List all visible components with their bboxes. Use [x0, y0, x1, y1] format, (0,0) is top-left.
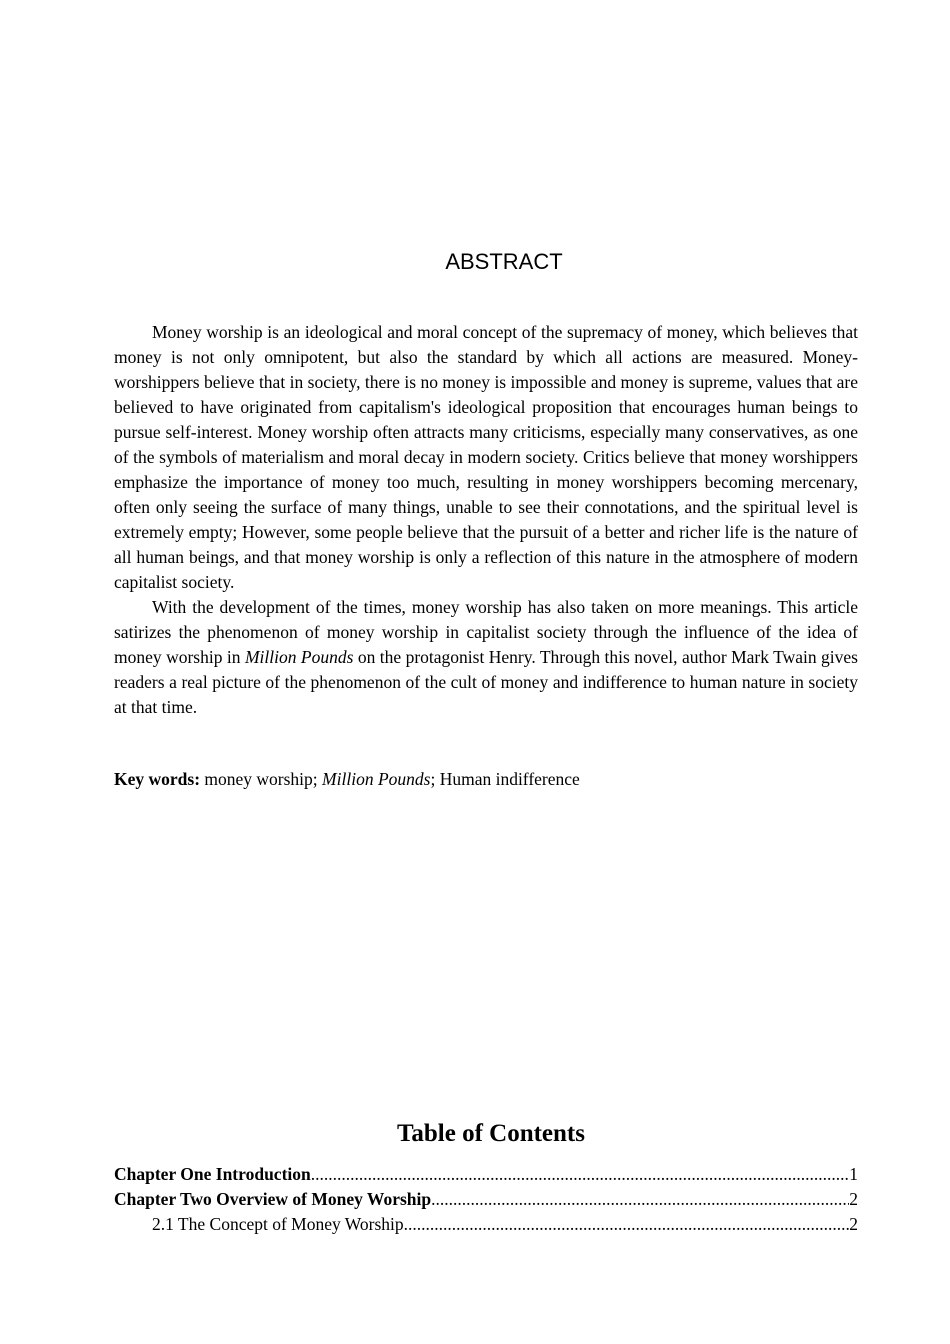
toc-entry-page: 1 [849, 1164, 858, 1184]
toc-entry-label: Chapter Two Overview of Money Worship [114, 1189, 432, 1209]
abstract-heading: ABSTRACT [445, 249, 563, 274]
toc-entry-page: 2 [849, 1214, 858, 1234]
abstract-paragraph-1: Money worship is an ideological and moral concept of the supremacy of money, which believes that money is not only omnipotent, but also the standard by which all actions are measured. Money-worshippers believe that in society, there is no money is impossible and money is supreme, values that are believed to have originated from capitalism's ideological proposition that encourages human beings to pursue self-interest. Money worship often attracts many criticisms, especially many conservatives, as one of the symbols of materialism and moral decay in modern society. Critics believe that money worshippers emphasize the importance of money too much, resulting in money worshippers becoming mercenary, often only seeing the surface of many things, unable to see their connotations, and the spiritual level is extremely empty; However, some people believe that the pursuit of a better and richer life is the nature of all human beings, and that money worship is only a reflection of this nature in the atmosphere of modern capitalist society. [114, 322, 858, 592]
toc-entry[interactable] [114, 1212, 858, 1237]
toc-entry-label: 2.1 The Concept of Money Worship [152, 1214, 404, 1234]
keywords-line [114, 767, 858, 792]
keywords-text-b: ; Human indifference [430, 769, 580, 789]
keywords-text-a: money worship; [200, 769, 323, 789]
abstract-p2-book-title: Million Pounds [244, 647, 354, 667]
keywords-label: Key words: [114, 769, 201, 789]
toc-entry[interactable] [114, 1162, 858, 1187]
abstract-p2-text-a: With the development of the times, money worship has also taken on more meanings. This article satirizes the phenomenon of money worship in capitalist society through the influence of the idea of money worship in [114, 597, 858, 667]
toc-entry-page: 2 [849, 1189, 858, 1209]
toc-dot-leader [404, 1212, 850, 1237]
table-of-contents [114, 1162, 858, 1237]
abstract-p2-text-b: on the protagonist Henry. Through this novel, author Mark Twain gives readers a real picture of the phenomenon of the cult of money and indifference to human nature in society at that time. [114, 647, 858, 717]
toc-heading: Table of Contents [397, 1120, 585, 1147]
keywords-book-title: Million Pounds [322, 769, 431, 789]
toc-dot-leader [431, 1187, 849, 1212]
abstract-body [114, 320, 858, 720]
toc-entry-label: Chapter One Introduction [114, 1164, 311, 1184]
toc-dot-leader [311, 1162, 850, 1187]
toc-entry[interactable] [114, 1187, 858, 1212]
abstract-paragraph-2 [114, 595, 858, 720]
